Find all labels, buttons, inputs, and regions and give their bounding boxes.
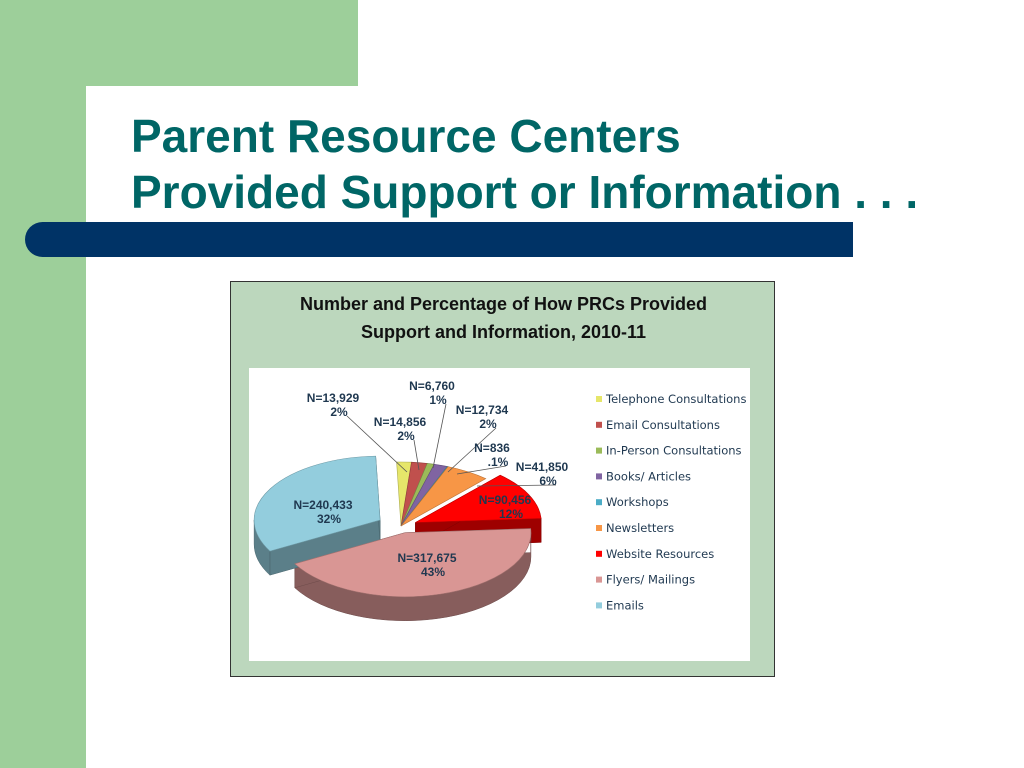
data-label-count: N=240,433: [293, 498, 353, 512]
data-label-count: N=6,760: [409, 379, 455, 393]
leader-line: [433, 404, 446, 468]
plot-area: [249, 368, 750, 661]
data-label-count: N=13,929: [306, 391, 360, 405]
legend-entry: Website Resources: [606, 546, 715, 561]
data-label-count: N=317,675: [397, 551, 457, 565]
legend-entry: Books/ Articles: [606, 469, 692, 484]
data-label-count: N=41,850: [515, 460, 569, 474]
chart-title-line-1: Number and Percentage of How PRCs Provided: [299, 294, 708, 314]
legend-swatch: [596, 396, 602, 402]
data-label-count: N=14,856: [373, 415, 427, 429]
legend-swatch: [596, 551, 602, 557]
slide-title-line-2: Provided Support or Information . . .: [131, 166, 919, 218]
data-label-percent: 2%: [330, 405, 348, 419]
data-label-percent: 12%: [498, 507, 524, 521]
legend-entry: Newsletters: [606, 521, 675, 535]
legend: [596, 392, 746, 612]
chart-title-line-2: Support and Information, 2010-11: [360, 322, 647, 342]
legend-swatch: [596, 422, 602, 428]
data-label-percent: 32%: [316, 512, 342, 526]
legend-swatch: [596, 602, 602, 608]
data-label-percent: 43%: [420, 565, 446, 579]
data-label-percent: 6%: [539, 474, 557, 488]
legend-entry: In-Person Consultations: [606, 443, 742, 458]
legend-swatch: [596, 499, 602, 505]
slide-title: [131, 108, 918, 220]
chart-panel: [230, 281, 775, 677]
data-label-count: N=836: [474, 441, 510, 455]
data-label-count: N=12,734: [455, 403, 509, 417]
title-underline-bar: [25, 222, 853, 257]
pie-chart: [249, 368, 750, 661]
legend-entry: Flyers/ Mailings: [606, 572, 696, 587]
data-label-count: N=90,456: [478, 493, 532, 507]
left-green-strip: [0, 0, 86, 768]
data-label-percent: 1%: [429, 393, 447, 407]
chart-title: [231, 290, 776, 346]
legend-swatch: [596, 525, 602, 531]
legend-swatch: [596, 577, 602, 583]
data-label-percent: 2%: [397, 429, 415, 443]
legend-entry: Workshops: [606, 495, 669, 510]
legend-swatch: [596, 448, 602, 454]
data-label-percent: .1%: [487, 455, 509, 469]
legend-entry: Email Consultations: [606, 417, 720, 432]
legend-entry: Telephone Consultations: [606, 392, 747, 406]
legend-swatch: [596, 473, 602, 479]
data-label-percent: 2%: [479, 417, 497, 431]
top-green-block: [0, 0, 358, 86]
slide-title-line-1: Parent Resource Centers: [131, 110, 681, 162]
legend-entry: Emails: [606, 598, 644, 613]
